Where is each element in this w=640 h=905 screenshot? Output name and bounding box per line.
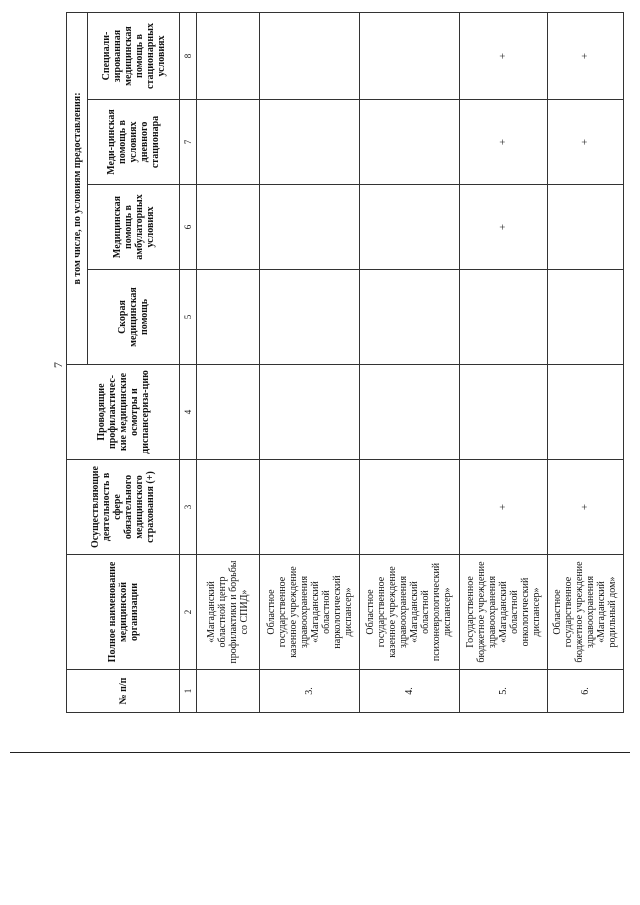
row-num [197,670,260,713]
row-ambulance [260,270,360,365]
row-num: 6. [547,670,623,713]
table-row [360,12,460,712]
row-inpatient [197,12,260,99]
row-prof [360,365,460,460]
row-org-name: «Магаданский областной центр профилактики и борьбы со СПИД» [197,555,260,670]
col-number-4: 4 [180,365,197,460]
row-outpatient [260,185,360,270]
row-ambulance [459,270,547,365]
row-prof [547,365,623,460]
row-dayhospital: + [459,100,547,185]
row-dayhospital: + [547,100,623,185]
col-number-1: 1 [180,670,197,713]
rotated-table-wrapper [66,13,624,713]
header-inpatient: Специали-зированная медицинская помощь в стационарных условиях [88,12,180,99]
row-org-name: Областное государственное казенное учреждение здравоохранения «Магаданский областной наркологический диспансер» [260,555,360,670]
row-outpatient [360,185,460,270]
row-org-name: Областное государственное бюджетное учреждение здравоохранения «Магаданский родильный дом» [547,555,623,670]
bottom-divider-line [10,752,630,753]
header-outpatient: Медицинская помощь в амбулаторных условиях [88,185,180,270]
row-oms: + [459,460,547,555]
header-num: № п/п [67,670,180,713]
row-org-name: Областное государственное казенное учреждение здравоохранения «Магаданский областной психоневрологический диспансер» [360,555,460,670]
header-conditions-group: в том числе, по условиям предоставления: [67,12,88,364]
row-outpatient [547,185,623,270]
row-inpatient [360,12,460,99]
row-oms [360,460,460,555]
row-num: 3. [260,670,360,713]
table-row [547,12,623,712]
row-num: 4. [360,670,460,713]
col-number-6: 6 [180,185,197,270]
row-num: 5. [459,670,547,713]
col-number-3: 3 [180,460,197,555]
row-org-name: Государственное бюджетное учреждение здравоохранения «Магаданский областной онкологический диспансер» [459,555,547,670]
row-ambulance [360,270,460,365]
header-dayhospital: Меди-цинская помощь в условиях дневного стационара [88,100,180,185]
col-number-7: 7 [180,100,197,185]
col-number-5: 5 [180,270,197,365]
header-prof: Проводящие профилактичес-кие медицинские осмотры и диспансериза-цию [67,365,180,460]
row-dayhospital [360,100,460,185]
row-prof [260,365,360,460]
row-oms: + [547,460,623,555]
row-prof [197,365,260,460]
col-number-8: 8 [180,12,197,99]
row-ambulance [547,270,623,365]
row-ambulance [197,270,260,365]
header-ambulance: Скорая медицинская помощь [88,270,180,365]
row-oms [260,460,360,555]
table-row [459,12,547,712]
row-inpatient [260,12,360,99]
row-outpatient: + [459,185,547,270]
row-dayhospital [197,100,260,185]
header-name: Полное наименование медицинской организации [67,555,180,670]
medical-organizations-table [66,12,624,713]
row-prof [459,365,547,460]
col-number-2: 2 [180,555,197,670]
table-row [197,12,260,712]
row-inpatient: + [459,12,547,99]
row-dayhospital [260,100,360,185]
rotated-table-inner [66,13,624,713]
table-row [260,12,360,712]
row-inpatient: + [547,12,623,99]
page-number: 7 [51,362,65,368]
row-outpatient [197,185,260,270]
header-oms: Осуществляющие деятельность в сфере обязательного медицинского страхования (+) [67,460,180,555]
row-oms [197,460,260,555]
